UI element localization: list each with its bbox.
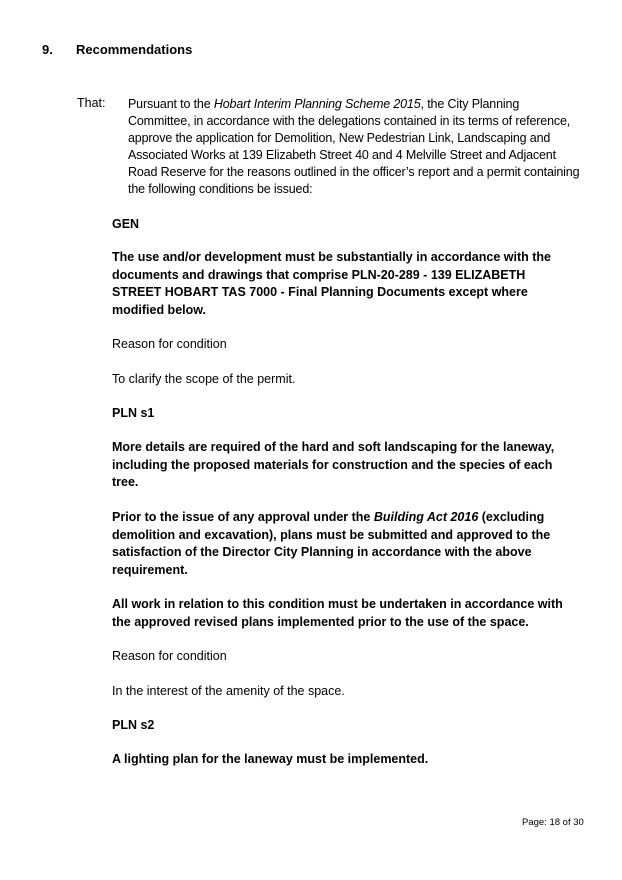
intro-text-after: , the City Planning Committee, in accordance with the delegations contained in its terms of reference, approve the application for Demolition, New Pedestrian Link, Landscaping and Associated Works at 139 Elizabeth Street 40 and 4 Melville Street and Adjacent Road Reserve for the reasons outlined in the officer’s report and a permit containing the following conditions be issued: bbox=[128, 97, 580, 196]
building-act-name: Building Act 2016 bbox=[373, 510, 479, 524]
gen-reason-label: Reason for condition bbox=[112, 337, 227, 351]
planning-scheme-name: Hobart Interim Planning Scheme 2015 bbox=[213, 97, 421, 111]
intro-text-before: Pursuant to the bbox=[128, 97, 214, 111]
pln-s1-condition-2 bbox=[112, 509, 568, 579]
pln-s1-condition-2-after: (excluding demolition and excavation), plans must be submitted and approved to the satisfaction of the Director City Planning in accordance with the above requirement. bbox=[112, 510, 551, 577]
pln-s1-condition-2-before: Prior to the issue of any approval under the bbox=[112, 510, 374, 524]
pln-s1-condition-3: All work in relation to this condition must be undertaken in accordance with the approved revised plans implemented prior to the use of the space. bbox=[112, 597, 563, 629]
pln-s2-code: PLN s2 bbox=[112, 718, 155, 732]
that-label: That: bbox=[77, 96, 106, 110]
gen-reason-text: To clarify the scope of the permit. bbox=[112, 372, 296, 386]
recommendation-intro bbox=[128, 96, 580, 198]
pln-s1-reason-text: In the interest of the amenity of the space. bbox=[112, 684, 345, 698]
gen-condition-text: The use and/or development must be substantially in accordance with the documents and drawings that comprise PLN-20-289 - 139 ELIZABETH STREET HOBART TAS 7000 - Final Planning Documents except where modified below. bbox=[112, 250, 551, 317]
section-number: 9. bbox=[42, 42, 53, 57]
gen-condition-code: GEN bbox=[112, 217, 140, 231]
pln-s1-condition-1: More details are required of the hard and soft landscaping for the laneway, including the proposed materials for construction and the species of each tree. bbox=[112, 440, 555, 489]
section-title: Recommendations bbox=[76, 42, 193, 57]
pln-s1-reason-label: Reason for condition bbox=[112, 649, 227, 663]
pln-s1-code: PLN s1 bbox=[112, 406, 155, 420]
page-number: Page: 18 of 30 bbox=[522, 817, 584, 828]
pln-s2-condition: A lighting plan for the laneway must be implemented. bbox=[112, 752, 429, 766]
